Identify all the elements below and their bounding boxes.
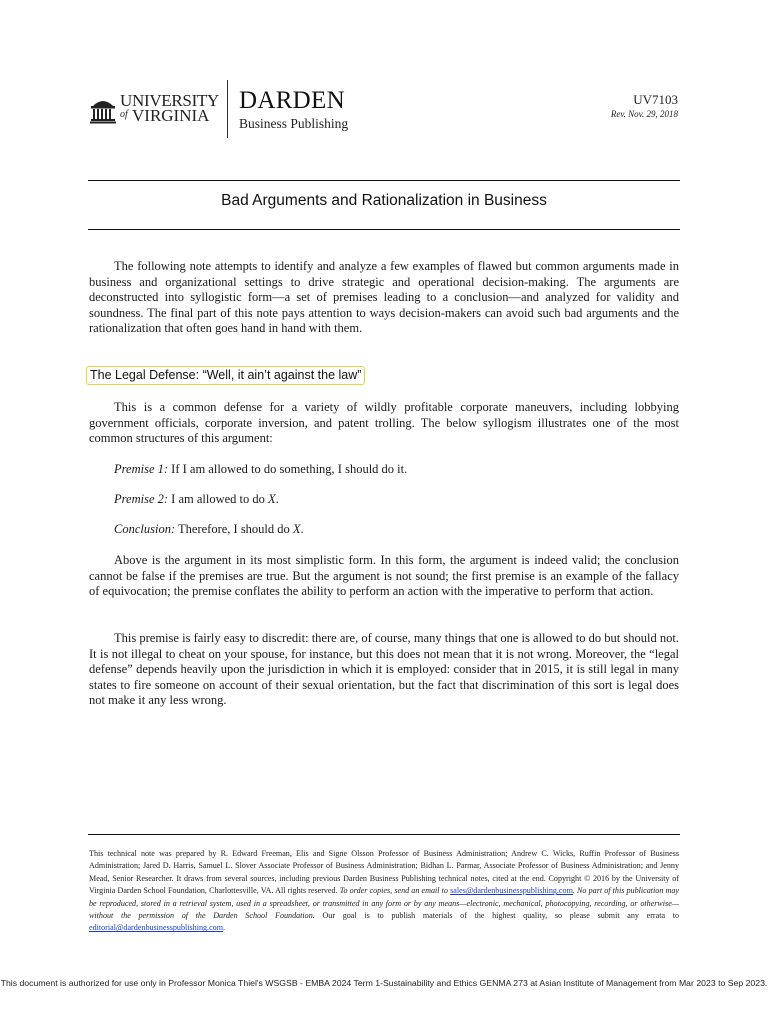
intro-paragraph: The following note attempts to identify and analyze a few examples of flawed but common arguments made in business and organizational settings to drive strategic and operational decision-making. The arguments are deconstructed into syllogistic form—a set of premises leading to a conclusion—and analyzed for validity and soundness. The final part of this note pays attention to ways decision-makers can avoid such bad arguments and the rationalization that often goes hand in hand with them. [89,259,679,336]
title-rule-bottom [88,229,680,230]
premise-1 [114,462,674,478]
case-number: UV7103 [633,92,678,107]
footnote-part-3: . [223,923,226,933]
rotunda-building-icon [90,96,116,124]
analysis-paragraph-2: This premise is fairly easy to discredit: there are, of course, many things that one is allowed to do but should not. It is not illegal to cheat on your spouse, for instance, but this does not mean that it is not wrong. Moreover, the “legal defense” depends heavily upon the jurisdiction in which it is employed: consider that in 2015, it is still legal in many states to fire someone on account of their sexual orientation, but the fact that discrimination of this sort is legal does not make it any less wrong. [89,631,679,708]
document-title: Bad Arguments and Rationalization in Business [221,192,547,209]
section-heading: The Legal Defense: “Well, it ain’t against the law” [86,366,365,385]
premise-2-label: Premise 2: [114,492,169,506]
conclusion-label: Conclusion: [114,522,176,536]
publisher-subtitle: Business Publishing [239,116,349,131]
conclusion [114,522,674,538]
uva-line2: VIRGINIA [132,106,210,125]
premise-2-variable: X [268,492,276,506]
footnote-rule [88,834,680,835]
premise-2-text: I am allowed to do [168,492,269,506]
section-intro-paragraph: This is a common defense for a variety of wildly profitable corporate maneuvers, including lobbying government officials, corporate inversion, and patent trolling. The below syllogism illustrates one of the most common structures of this argument: [89,400,679,446]
conclusion-text: Therefore, I should do [175,522,293,536]
conclusion-variable: X [292,522,301,536]
title-rule-top [88,180,680,181]
sales-email-link[interactable]: sales@dardenbusinesspublishing.com [450,886,573,896]
revision-date: Rev. Nov. 29, 2018 [610,109,678,119]
conclusion-end: . [300,522,304,536]
uva-wordmark [120,91,219,125]
authorization-notice: This document is authorized for use only in Professor Monica Thiel's WSGSB - EMBA 2024 Term 1-Sustainability and Ethics GENMA 273 at Asian Institute of Management from Mar 2023 to Sep 2023. [0,978,768,988]
footnote-part-2: Our goal is to publish materials of the highest quality, so please submit any errata to [314,911,679,921]
footnote-italic-1: To order copies, send an email to [339,886,451,896]
uva-logo [90,92,220,130]
uva-line1: UNIVERSITY [120,91,219,110]
analysis-paragraph-1: Above is the argument in its most simplistic form. In this form, the argument is indeed valid; the conclusion cannot be false if the premises are true. But the argument is not sound; the first premise is an example of the fallacy of equivocation; the premise conflates the ability to perform an action with the imperative to perform that action. [89,553,679,599]
uva-of: of [120,109,128,120]
publisher-name: DARDEN [239,87,345,114]
footnote [89,848,679,935]
footnote-italic-2: . No part of this publication may be reproduced, stored in a retrieval system, used in a spreadsheet, or transmitted in any form or by any means—electronic, mechanical, photocopying, recording, or otherwise—without the permission of the Darden School Foundation. [89,886,679,921]
footnote-part-1: This technical note was prepared by R. Edward Freeman, Elis and Signe Olsson Professor of Business Administration; Andrew C. Wicks, Ruffin Professor of Business Administration; Jared D. Harris, Samuel L. Slover Associate Professor of Business Administration; Bidhan L. Parmar, Associate Professor of Business Administration; and Jenny Mead, Senior Researcher. It draws from several sources, including previous Darden Business Publishing technical notes, cited at the end. Copyright © 2016 by the University of Virginia Darden School Foundation, Charlottesville, VA. All rights reserved. [89,849,679,896]
editorial-email-link[interactable]: editorial@dardenbusinesspublishing.com [89,923,224,933]
premise-1-label: Premise 1: [114,462,169,476]
premise-2 [114,492,674,508]
header-divider [227,80,228,138]
premise-1-text: If I am allowed to do something, I should do it. [168,462,408,476]
premise-2-end: . [275,492,279,506]
